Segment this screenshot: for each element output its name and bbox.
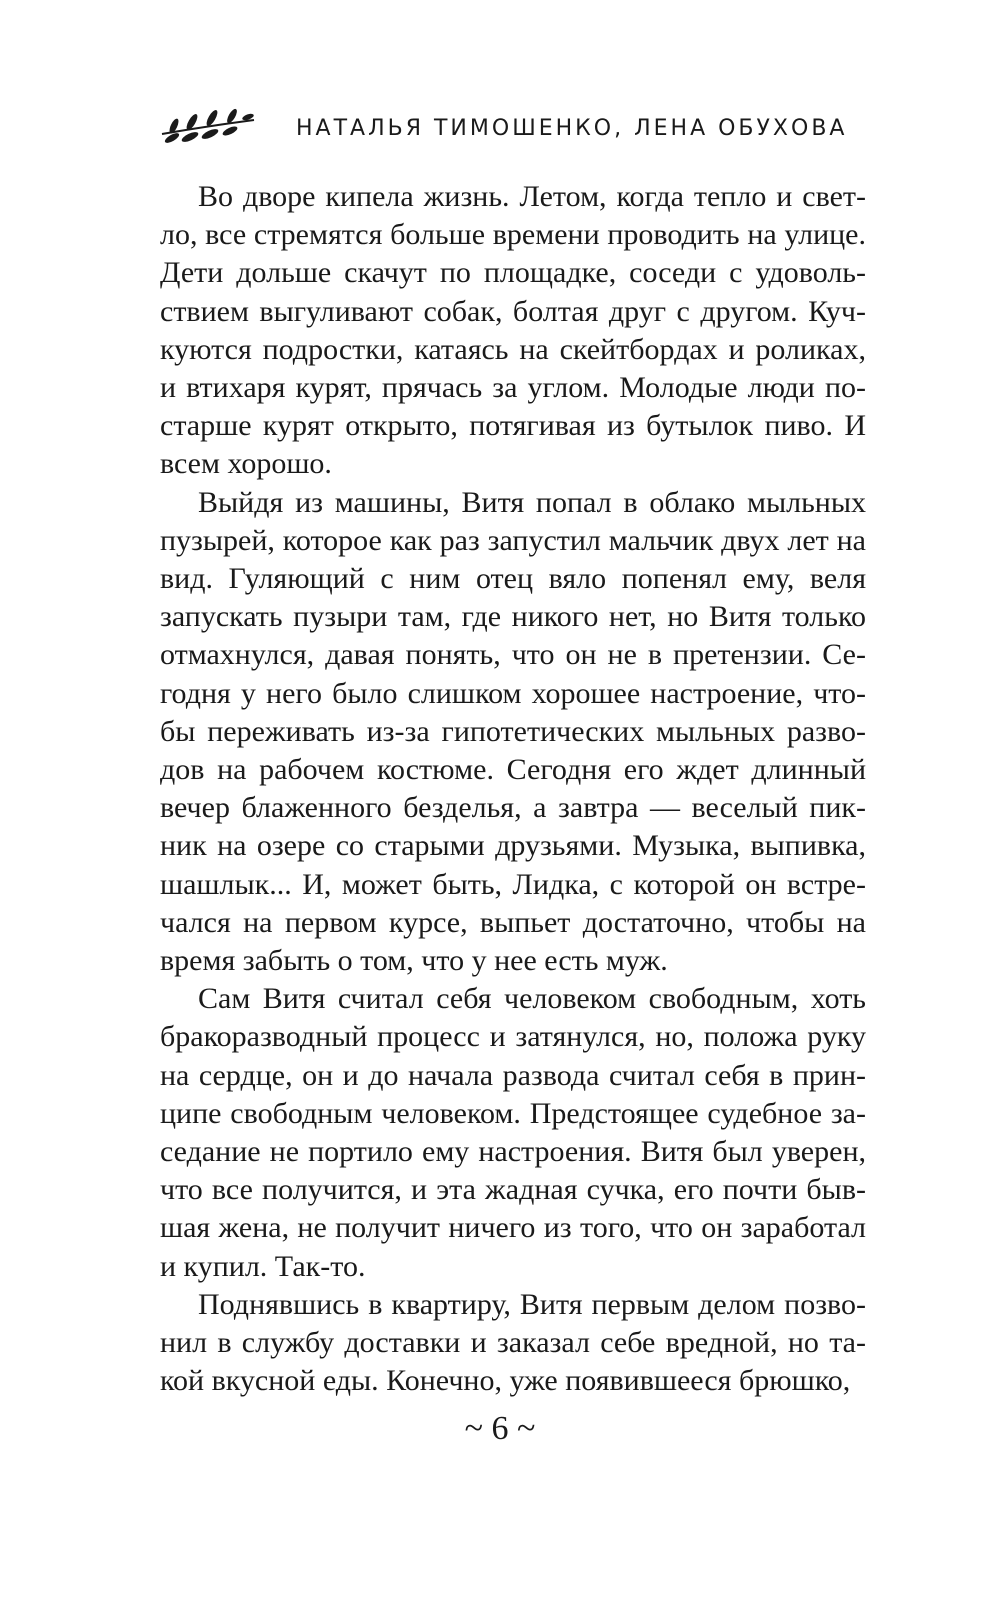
- running-title: НАТАЛЬЯ ТИМОШЕНКО, ЛЕНА ОБУХОВА: [296, 115, 848, 141]
- paragraph: Поднявшись в квартиру, Витя первым делом позвонил в службу доставки и заказал себе вредной, но такой вкусной еды. Конечно, уже появившееся брюшко,: [160, 1287, 866, 1398]
- page-number: ~ 6 ~: [464, 1410, 536, 1447]
- leaf-branch-icon: [160, 104, 256, 152]
- paragraph: Выйдя из машины, Витя попал в облако мыльных пузырей, которое как раз запустил мальчик двух лет на вид. Гуляющий с ним отец вяло попенял ему, веля запускать пузыри там, где никого нет, но Витя только отмахнулся, давая понять, что он не в претензии. Сегодня у него было слишком хорошее настроение, чтобы переживать из-за гипотетических мыльных разводов на рабочем костюме. Сегодня его ждет длинный вечер блаженного безделья, а завтра — веселый пикник на озере со старыми друзьями. Музыка, выпивка, шашлык... И, может быть, Лидка, с которой он встречался на первом курсе, выпьет достаточно, чтобы на время забыть о том, что у нее есть муж.: [160, 485, 866, 978]
- body-text: [160, 178, 866, 1401]
- running-header: [160, 104, 847, 152]
- paragraph: Сам Витя считал себя человеком свободным, хоть бракоразводный процесс и затянулся, но, положа руку на сердце, он и до начала развода считал себя в принципе свободным человеком. Предстоящее судебное заседание не портило ему настроения. Витя был уверен, что все получится, и эта жадная сучка, его почти бывшая жена, не получит ничего из того, что он заработал и купил. Так-то.: [160, 982, 866, 1283]
- paragraph: Во дворе кипела жизнь. Летом, когда тепло и светло, все стремятся больше времени проводить на улице. Дети дольше скачут по площадке, соседи с удовольствием выгуливают собак, болтая друг с другом. Кучкуются подростки, катаясь на скейтбордах и роликах, и втихаря курят, прячась за углом. Молодые люди постарше курят открыто, потягивая из бутылок пиво. И всем хорошо.: [160, 180, 866, 481]
